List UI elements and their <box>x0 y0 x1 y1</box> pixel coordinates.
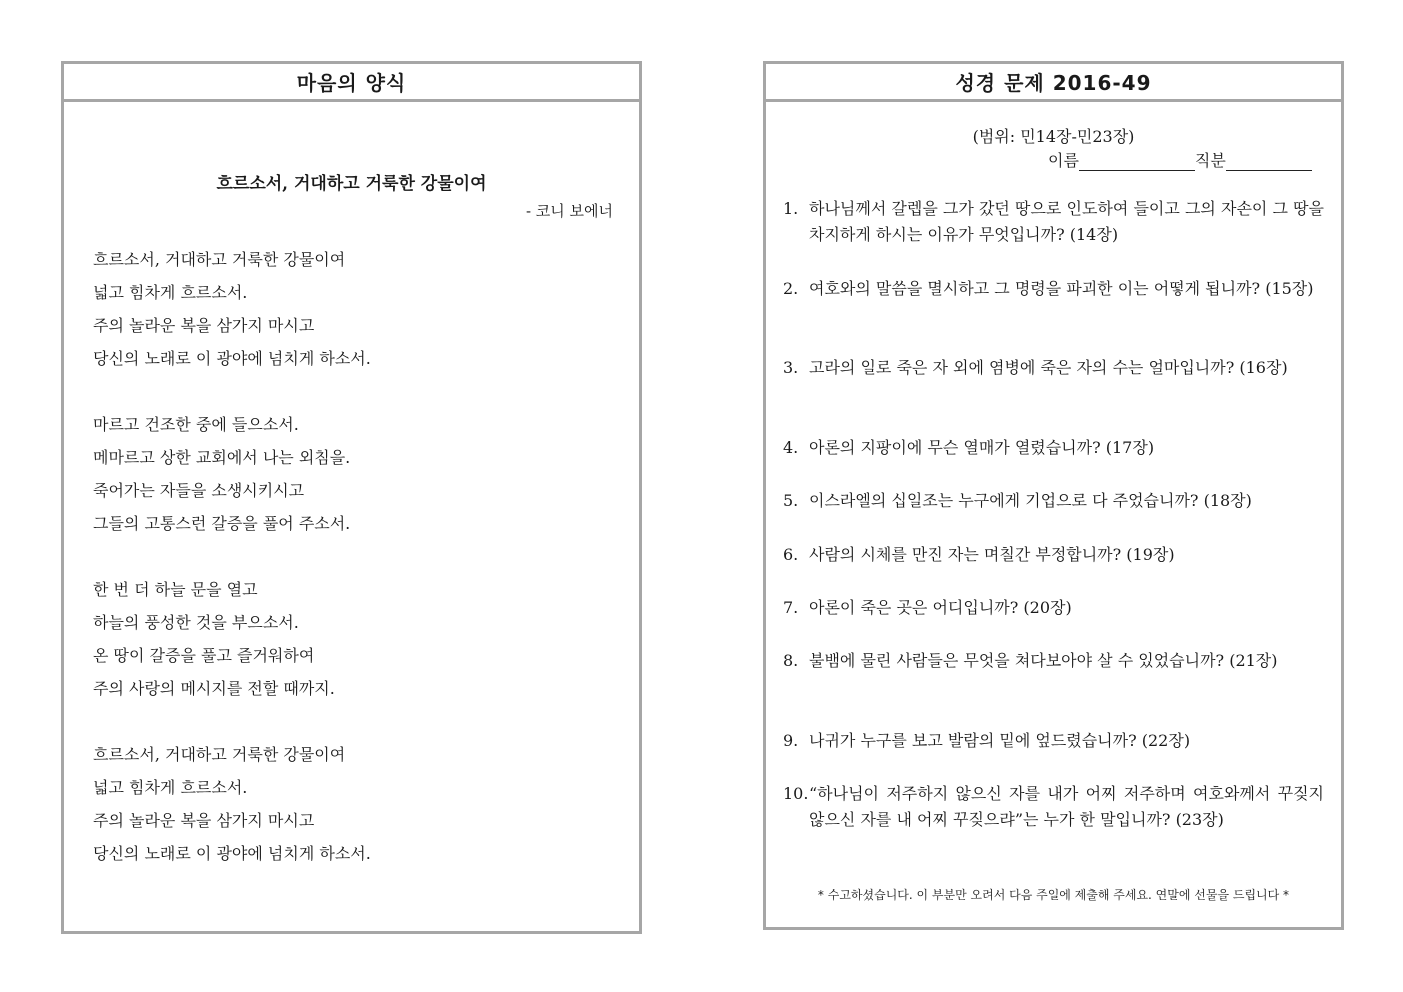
question-text: 불뱀에 물린 사람들은 무엇을 쳐다보아야 살 수 있었습니까? (21장) <box>809 651 1278 670</box>
poem-line: 당신의 노래로 이 광야에 넘치게 하소서. <box>93 349 371 368</box>
question-text: “하나님이 저주하지 않으신 자를 내가 어찌 저주하며 여호와께서 꾸짖지 않으신 자를 내 어찌 꾸짖으랴”는 누가 한 말입니까? (23장) <box>809 784 1324 829</box>
poem-line: 주의 놀라운 복을 삼가지 마시고 <box>93 316 315 335</box>
poem-line: 하늘의 풍성한 것을 부으소서. <box>93 613 299 632</box>
poem-stanza <box>93 249 593 381</box>
question-number: 8. <box>783 651 799 670</box>
poem-line: 메마르고 상한 교회에서 나는 외침을. <box>93 448 351 467</box>
question-number: 2. <box>783 279 799 298</box>
question-text: 사람의 시체를 만진 자는 며칠간 부정합니까? (19장) <box>809 545 1175 564</box>
name-blank[interactable] <box>1079 152 1195 171</box>
quiz-footnote: * 수고하셨습니다. 이 부분만 오려서 다음 주일에 제출해 주세요. 연말에 선물을 드립니다 * <box>817 888 1290 902</box>
name-label: 이름 <box>1048 151 1079 170</box>
question-number: 1. <box>783 199 799 218</box>
question-number: 6. <box>783 545 799 564</box>
poem-line: 온 땅이 갈증을 풀고 즐거워하여 <box>93 646 315 665</box>
question-text: 하나님께서 갈렙을 그가 갔던 땅으로 인도하여 들이고 그의 자손이 그 땅을 차지하게 하시는 이유가 무엇입니까? (14장) <box>809 199 1324 244</box>
poem-line: 넓고 힘차게 흐르소서. <box>93 778 248 797</box>
question-item <box>783 728 1324 754</box>
question-number: 7. <box>783 598 799 617</box>
question-number: 10. <box>783 784 809 803</box>
poem-title: 흐르소서, 거대하고 거룩한 강물이여 <box>216 174 487 194</box>
question-number: 4. <box>783 438 799 457</box>
poem-panel <box>61 61 642 934</box>
role-blank[interactable] <box>1226 152 1312 171</box>
poem-line: 흐르소서, 거대하고 거룩한 강물이여 <box>93 745 346 764</box>
quiz-panel-header: 성경 문제 2016-49 <box>766 64 1341 102</box>
question-number: 9. <box>783 731 799 750</box>
poem-line: 한 번 더 하늘 문을 열고 <box>93 580 258 599</box>
poem-line: 죽어가는 자들을 소생시키시고 <box>93 481 305 500</box>
question-number: 5. <box>783 491 799 510</box>
question-item <box>783 595 1324 621</box>
question-item <box>783 781 1324 833</box>
poem-panel-header: 마음의 양식 <box>64 64 639 102</box>
poem-line: 당신의 노래로 이 광야에 넘치게 하소서. <box>93 844 371 863</box>
poem-line: 넓고 힘차게 흐르소서. <box>93 283 248 302</box>
question-item <box>783 648 1324 674</box>
poem-line: 마르고 건조한 중에 들으소서. <box>93 415 299 434</box>
poem-line: 그들의 고통스런 갈증을 풀어 주소서. <box>93 514 351 533</box>
question-item <box>783 542 1324 568</box>
question-item <box>783 435 1324 461</box>
question-text: 여호와의 말씀을 멸시하고 그 명령을 파괴한 이는 어떻게 됩니까? (15장) <box>809 279 1314 298</box>
poem-line: 주의 사랑의 메시지를 전할 때까지. <box>93 679 335 698</box>
question-item <box>783 488 1324 514</box>
poem-stanza <box>93 579 593 711</box>
question-text: 나귀가 누구를 보고 발람의 밑에 엎드렸습니까? (22장) <box>809 731 1191 750</box>
poem-stanza <box>93 744 593 876</box>
question-item <box>783 276 1324 302</box>
poem-stanza <box>93 414 593 546</box>
role-label: 직분 <box>1194 151 1226 170</box>
question-text: 고라의 일로 죽은 자 외에 염병에 죽은 자의 수는 얼마입니까? (16장) <box>809 358 1288 377</box>
poem-line: 주의 놀라운 복을 삼가지 마시고 <box>93 811 315 830</box>
question-text: 아론의 지팡이에 무슨 열매가 열렸습니까? (17장) <box>809 438 1155 457</box>
question-item <box>783 355 1324 381</box>
name-role-row <box>1048 148 1312 171</box>
question-text: 이스라엘의 십일조는 누구에게 기업으로 다 주었습니까? (18장) <box>809 491 1252 510</box>
quiz-panel <box>763 61 1344 930</box>
poem-author: - 코니 보에너 <box>525 202 613 220</box>
poem-line: 흐르소서, 거대하고 거룩한 강물이여 <box>93 250 346 269</box>
question-item <box>783 196 1324 248</box>
question-number: 3. <box>783 358 799 377</box>
question-text: 아론이 죽은 곳은 어디입니까? (20장) <box>809 598 1072 617</box>
quiz-range: (범위: 민14장-민23장) <box>972 127 1135 146</box>
